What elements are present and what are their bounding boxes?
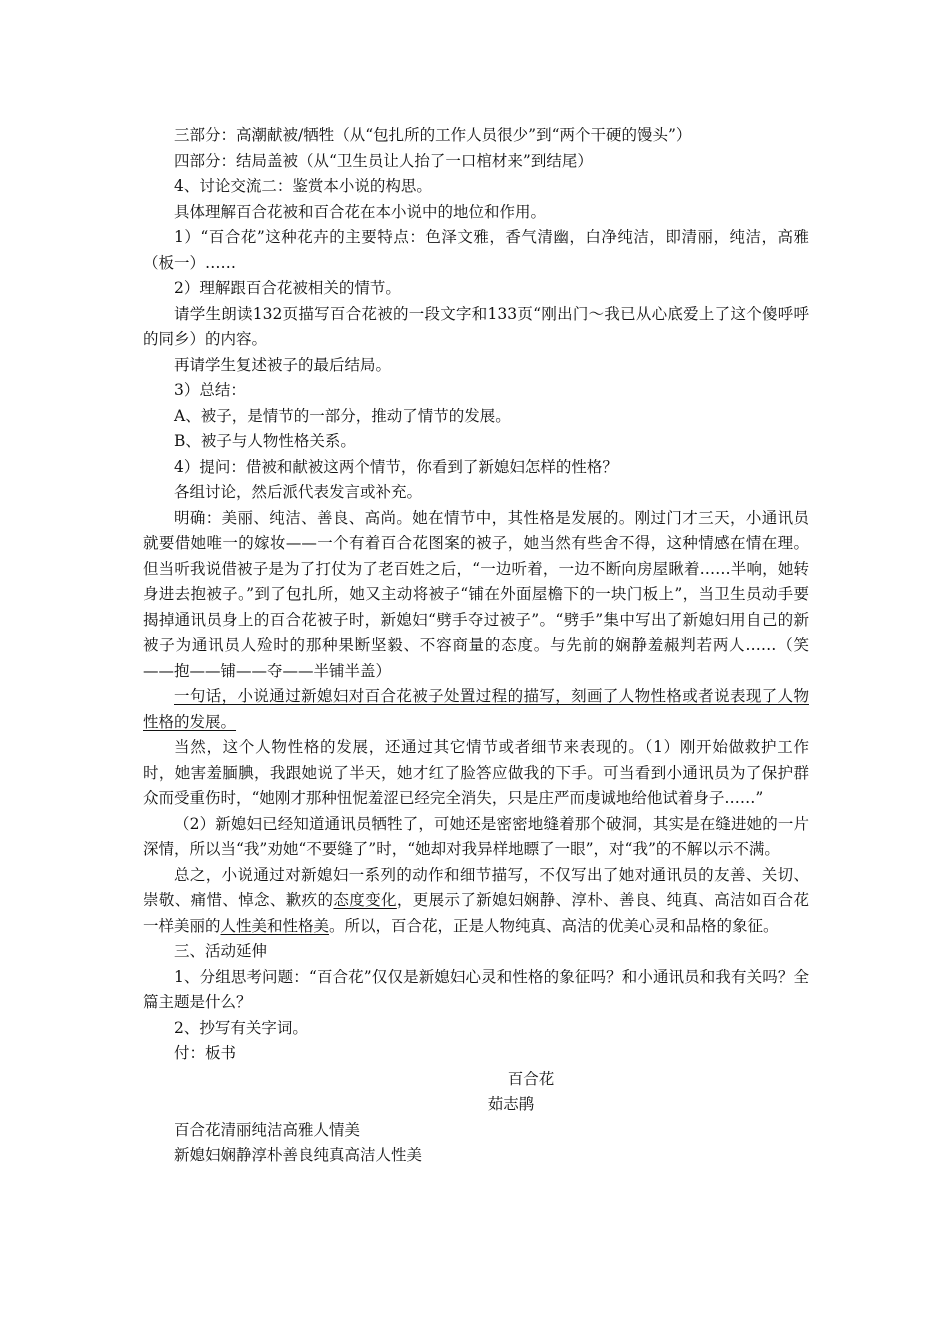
paragraph: 三部分：高潮献被/牺牲（从“包扎所的工作人员很少”到“两个干硬的馒头”）: [174, 126, 692, 144]
paragraph: 当然，这个人物性格的发展，还通过其它情节或者细节来表现的。（1）刚开始做救护工作时，她害羞腼腆，我跟她说了半天，她才红了脸答应做我的下手。可当看到小通讯员为了保护群众而受重伤时，“她刚才那种忸怩羞涩已经完全消失，只是庄严而虔诚地给他试着身子……”: [143, 738, 809, 807]
text-run: 。所以，百合花，正是人物纯真、高洁的优美心灵和品格的象征。: [329, 916, 779, 935]
paragraph: 3）总结：: [174, 381, 246, 399]
paragraph: 明确：美丽、纯洁、善良、高尚。她在情节中，其性格是发展的。刚过门才三天，小通讯员就要借她唯一的嫁妆——一个有着百合花图案的被子，她当然有些舍不得，这种情感在情在理。但当听我说借被子是为了打仗为了老百姓之后，“一边听着，一边不断向房屋瞅着……半响，她转身进去抱被子。”到了包扎所，她又主动将被子“铺在外面屋檐下的一块门板上”，当卫生员动手要揭掉通讯员身上的百合花被子时，新媳妇“劈手夺过被子”。“劈手”集中写出了新媳妇用自己的新被子为通讯员人殓时的那种果断坚毅、不容商量的态度。与先前的娴静羞赧判若两人……（笑——抱——铺——夺——半铺半盖）: [143, 508, 809, 680]
board-line: 百合花清丽纯洁高雅人情美: [174, 1120, 361, 1139]
board-title: 百合花: [507, 1069, 555, 1088]
underlined-phrase: 态度变化: [333, 891, 397, 909]
text-run: 总之，小说通过对新媳妇一系列的动作和细节描写，不仅写出了她对通讯员的友善、关切、崇敬、痛惜、悼念、歉疚的: [143, 865, 809, 909]
text-run: ，更展示了新媳妇娴静、淳朴、善良、纯真、高洁如百合花一样美丽的: [143, 891, 809, 935]
underlined-phrase: 人性美和性格美: [220, 916, 330, 935]
paragraph: 1、分组思考问题：“百合花”仅仅是新媳妇心灵和性格的象征吗？和小通讯员和我有关吗？全篇主题是什么？: [143, 967, 809, 1011]
paragraph: 具体理解百合花被和百合花在本小说中的地位和作用。: [174, 202, 547, 221]
paragraph: 4）提问：借被和献被这两个情节，你看到了新媳妇怎样的性格？: [174, 457, 618, 476]
paragraph: 2、抄写有关字词。: [174, 1018, 308, 1037]
paragraph: 2）理解跟百合花被相关的情节。: [174, 279, 401, 297]
document-body: [143, 123, 809, 1169]
paragraph: 各组讨论，然后派代表发言或补充。: [174, 483, 423, 501]
section-heading: 三、活动延伸: [174, 942, 268, 960]
paragraph: A、被子，是情节的一部分，推动了情节的发展。: [174, 406, 511, 425]
board-line: 新媳妇娴静淳朴善良纯真高洁人性美: [174, 1146, 423, 1164]
paragraph: 付：板书: [174, 1044, 237, 1062]
paragraph: （2）新媳妇已经知道通讯员牺牲了，可她还是密密地缝着那个破洞，其实是在缝进她的一片深情，所以当“我”劝她“不要缝了”时，“她却对我异样地瞟了一眼”，对“我”的不解以示不满。: [143, 814, 809, 858]
underlined-paragraph: 一句话，小说通过新媳妇对百合花被子处置过程的描写，刻画了人物性格或者说表现了人物性格的发展。: [143, 687, 809, 731]
summary-paragraph: [143, 863, 809, 940]
paragraph: 1）“百合花”这种花卉的主要特点：色泽文雅，香气清幽，白净纯洁，即清丽，纯洁，高雅（板一）……: [143, 228, 809, 272]
paragraph: 四部分：结局盖被（从“卫生员让人抬了一口棺材来”到结尾）: [174, 151, 593, 170]
paragraph: B、被子与人物性格关系。: [174, 432, 356, 450]
paragraph: 再请学生复述被子的最后结局。: [174, 355, 392, 374]
board-author: 茹志鹃: [487, 1095, 535, 1113]
paragraph: 4、讨论交流二：鉴赏本小说的构思。: [174, 177, 432, 195]
paragraph: 请学生朗读132页描写百合花被的一段文字和133页“刚出门～我已从心底爱上了这个傻呼呼的同乡）的内容。: [143, 304, 809, 348]
